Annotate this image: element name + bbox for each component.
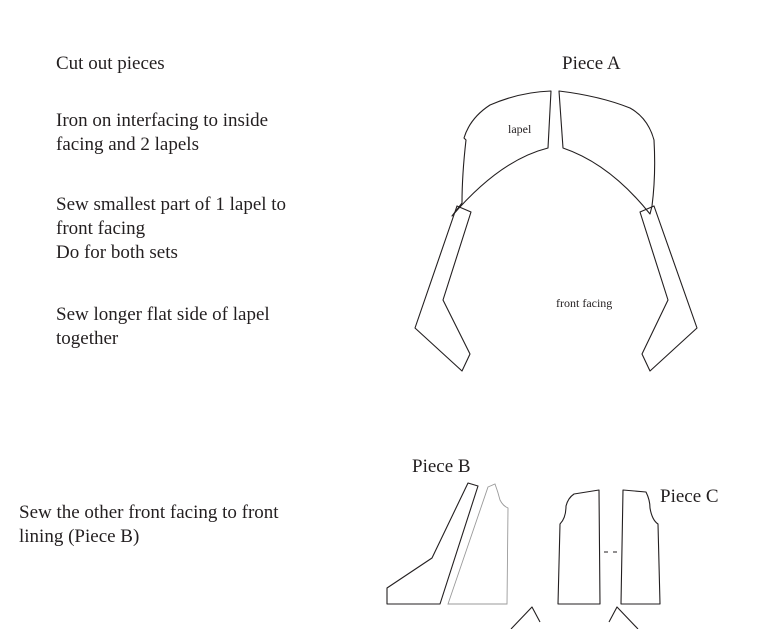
piece-b-lining — [448, 484, 508, 604]
step-iron-line-2: facing and 2 lapels — [56, 134, 199, 155]
step-sew-lapel-line-3: Do for both sets — [56, 242, 178, 263]
partial-piece-bottom-right — [609, 607, 638, 629]
step-cut-out-pieces: Cut out pieces — [56, 53, 165, 74]
piece-b-front-facing — [387, 483, 478, 604]
piece-a-right-front-facing — [640, 206, 697, 371]
step-sew-flat-side-line-2: together — [56, 328, 119, 349]
piece-c-left-panel — [558, 490, 600, 604]
partial-piece-bottom-left — [511, 607, 540, 629]
piece-a-left-front-facing — [415, 206, 471, 371]
step-sew-lining-line-2: lining (Piece B) — [19, 526, 140, 547]
lapel-label: lapel — [508, 122, 532, 136]
piece-c-right-panel — [621, 490, 660, 604]
piece-a-right-lapel — [559, 91, 655, 214]
piece-a-left-lapel — [452, 91, 551, 216]
piece-b-label: Piece B — [412, 456, 471, 477]
piece-a-label: Piece A — [562, 53, 621, 74]
step-iron-line-1: Iron on interfacing to inside — [56, 110, 269, 131]
front-facing-label: front facing — [556, 296, 613, 310]
step-sew-lapel-line-2: front facing — [56, 218, 146, 239]
step-sew-flat-side-line-1: Sew longer flat side of lapel — [56, 304, 270, 325]
step-sew-lapel-line-1: Sew smallest part of 1 lapel to — [56, 194, 287, 215]
step-sew-lining-line-1: Sew the other front facing to front — [19, 502, 279, 523]
piece-c-label: Piece C — [660, 486, 719, 507]
